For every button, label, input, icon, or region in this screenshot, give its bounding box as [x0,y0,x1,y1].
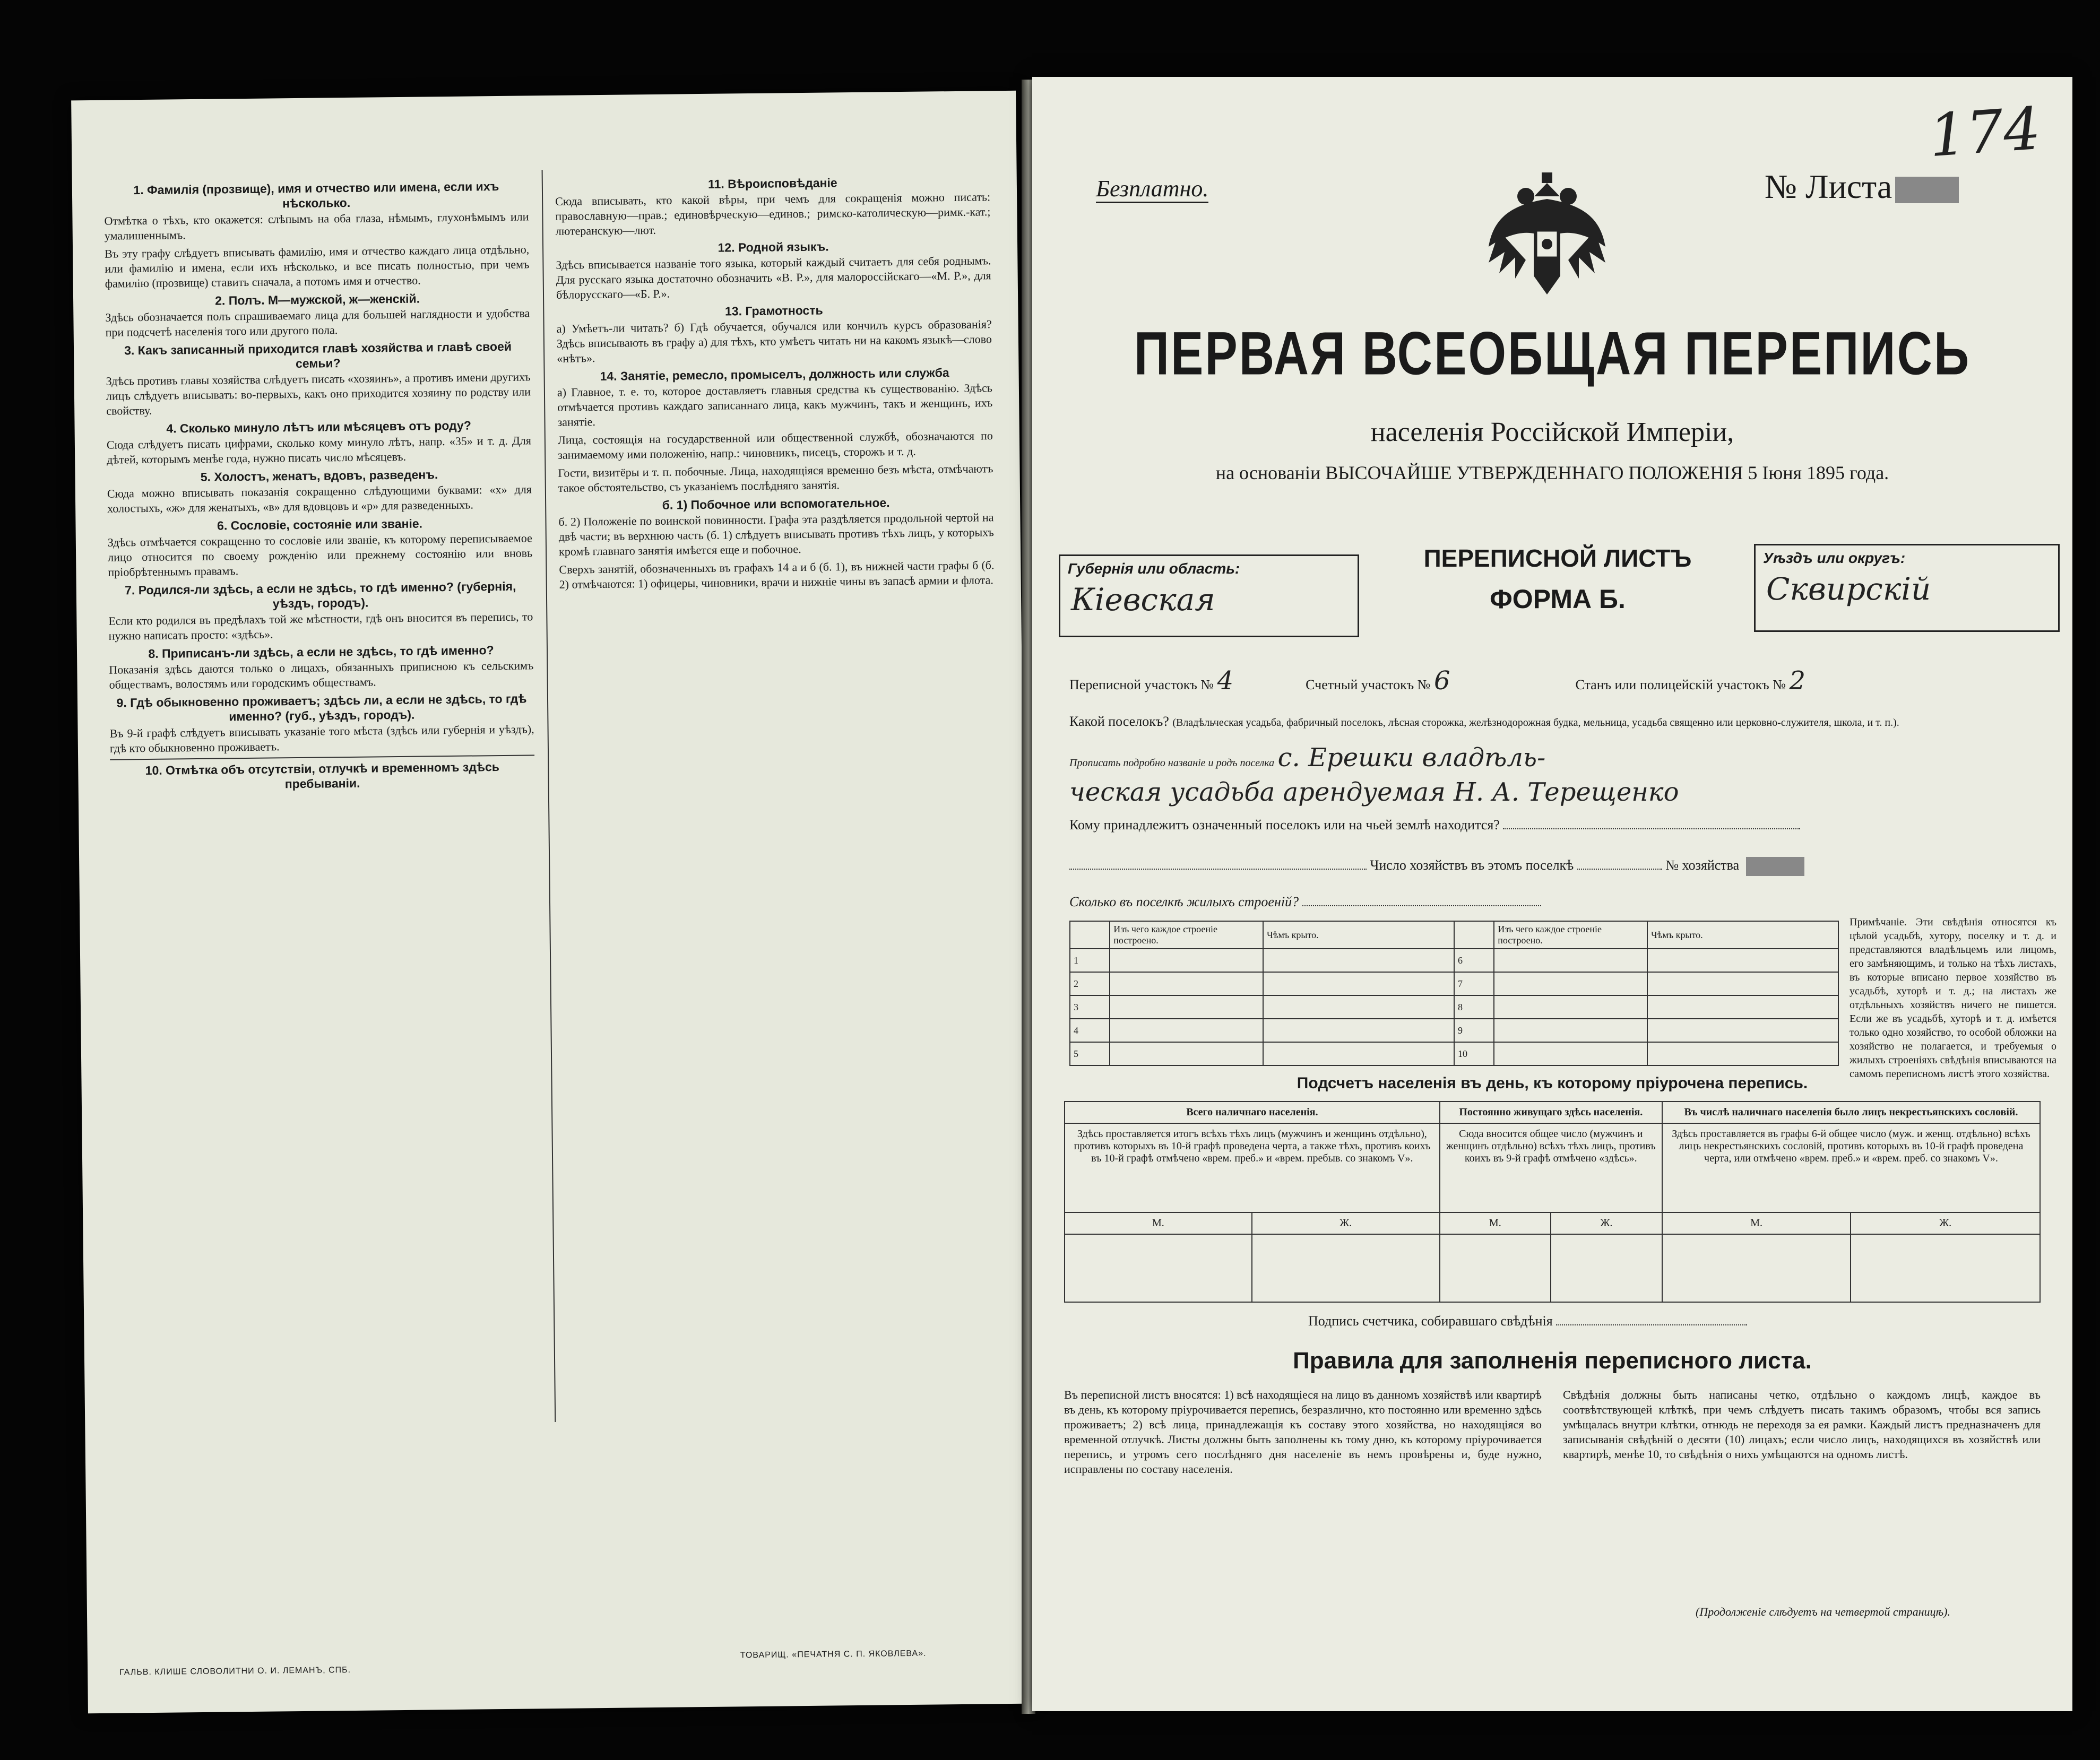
pop-desc-resident: Сюда вносится общее число (мужчинъ и женщинъ отдѣльно) всѣхъ тѣхъ лицъ, противъ коихъ въ 9-й графѣ отмѣчено «здѣсь». [1440,1123,1662,1212]
instruction-body: Здѣсь обозначается полъ спрашиваемаго лица для большей наглядности и удобства при подсчетѣ населенія того или другого пола. [105,306,530,339]
instruction-section [555,174,991,239]
instruction-body: Въ 9-й графѣ слѣдуетъ вписывать указаніе того мѣста (здѣсь или губернія и уѣздъ), гдѣ кто обыкновенно проживаетъ. [109,722,534,755]
instruction-body: Показанія здѣсь даются только о лицахъ, обязанныхъ приписною къ сельскимъ обществамъ, волостямъ или городскимъ обществамъ. [109,658,534,691]
stan-label: Станъ или полицейскій участокъ № [1575,677,1786,692]
instruction-section [108,578,533,643]
instruction-section [558,461,993,496]
instruction-section [558,494,994,559]
settlement-value-2: ческая усадьба арендуемая Н. А. Терещенко [1069,777,1679,807]
handwritten-sheet-number: 174 [1926,94,2043,170]
continued-note: (Продолженіе слѣдуетъ на четвертой страницѣ). [1696,1605,1950,1618]
column-rule [542,170,556,1422]
table-row: 4 9 [1070,1019,1838,1042]
pop-col-noncrest: Въ числѣ наличнаго населенія было лицъ некрестьянскихъ сословій. [1662,1102,2040,1123]
instruction-heading: 2. Полъ. М—мужской, ж—женскій. [215,291,420,308]
settlement-row-2 [1069,743,1545,773]
buildings-line [1302,905,1541,906]
gubernia-box [1059,554,1359,637]
table-row: 2 7 [1070,972,1838,995]
instruction-body: Если кто родился въ предѣлахъ той же мѣстности, гдѣ онъ вносится въ перепись, то нужно написать просто: «здѣсь». [108,610,533,643]
left-column-1 [104,175,535,794]
pop-col-total: Всего наличнаго населенія. [1065,1102,1440,1123]
table-row: 3 8 [1070,995,1838,1019]
pop-zh-1: Ж. [1252,1212,1440,1234]
instruction-body: а) Главное, т. е. то, которое доставляетъ главныя средства къ существованію. Здѣсь отмѣчается противъ каждаго записаннаго лица, какъ мужчинъ, такъ и женщинъ, ихъ занятіе. [557,381,993,429]
buildings-note: Примѣчаніе. Эти свѣдѣнія относятся къ цѣлой усадьбѣ, хутору, поселку и т. д. и представляются владѣльцемъ или лицомъ, его замѣняющимъ, и только на тѣхъ листахъ, въ которые вписано первое хозяйство въ усадьбѣ, хуторѣ и т. д.; на листахъ же отдѣльныхъ хозяйствъ ничего не пишется. Если же въ усадьбѣ, хуторѣ и т. д. имѣется только одно хозяйство, то особой обложки на хозяйство не полагается, и требуемыя о жилыхъ строеніяхъ свѣдѣнія вписываются на самомъ переписномъ листѣ этого хозяйства. [1850,916,2056,1080]
bldg-col-roof: Чѣмъ крыто. [1263,921,1454,949]
signature-line [1556,1324,1747,1325]
instruction-section [109,691,534,756]
population-heading: Подсчетъ населенія въ день, къ которому пріурочена перепись. [1297,1074,1808,1092]
buildings-label: Сколько въ поселкѣ жилыхъ строеній? [1069,894,1299,909]
instruction-section [559,558,995,592]
instruction-body: Сюда вписывать, кто какой вѣры, при чемъ для сокращенія можно писать: православную—прав.; единовѣрческую—единов.; римско-католическую—римк.-кат.; лютеранскую—лют. [555,190,991,238]
stan-value: 2 [1789,666,1806,696]
instruction-section [107,466,532,516]
population-table [1064,1101,2041,1303]
instruction-body: б. 2) Положеніе по воинской повинности. Графа эта раздѣляется продольной чертой на двѣ части; въ верхнюю часть (б. 1) слѣдуетъ вписывать противъ тѣхъ лицъ, у которыхъ кромѣ главнаго занятія имѣется еще и побочное. [558,510,994,558]
bldg-col-roof-2: Чѣмъ крыто. [1647,921,1838,949]
left-column-2 [555,170,995,595]
sheet-number-box [1895,177,1959,203]
household-no-label: № хозяйства [1665,857,1740,873]
pop-desc-noncrest: Здѣсь проставляется въ графы 6-й общее число (муж. и женщ. отдѣльно) всѣхъ лицъ некрестьянскихъ сословій, противъ которыхъ въ 10-й графѣ проведена черта, или отмѣчено «врем. преб.» и «врем. преб. со знакомъ V». [1662,1123,2040,1212]
districts-row [1069,666,1805,696]
instruction-section [105,290,530,340]
counting-district-value: 6 [1433,666,1450,696]
instruction-heading: 13. Грамотность [724,303,823,318]
instruction-section [556,237,991,302]
signature-row [1308,1313,1747,1329]
instruction-body: Отмѣтка о тѣхъ, кто окажется: слѣпымъ на оба глаза, нѣмымъ, глухонѣмымъ или умалишеннымъ. [104,210,529,242]
document-title: ПЕРВАЯ ВСЕОБЩАЯ ПЕРЕПИСЬ [1134,320,1971,388]
pop-desc-total: Здѣсь проставляется итогъ всѣхъ тѣхъ лицъ (мужчинъ и женщинъ отдѣльно), противъ которыхъ въ 10-й графѣ проведена черта, а также тѣхъ, противъ коихъ въ 10-й графѣ отмѣчено «врем. преб.» и «врем. пребыв. со знакомъ V». [1065,1123,1440,1212]
sheet-number-label: № Листа [1765,167,1959,206]
instruction-body: Здѣсь вписывается названіе того языка, который каждый считаетъ для себя роднымъ. Для русскаго языка достаточно обозначить «В. Р.», для малороссійскаго—«М. Р.», для бѣлорусскаго—«Б. Р.». [556,254,991,301]
instruction-heading: 12. Родной языкъ. [718,239,829,255]
household-no-box [1746,857,1804,876]
instruction-section [558,428,993,463]
settlement-row [1069,714,1899,730]
left-page [71,91,1033,1713]
pop-m-3: М. [1662,1212,1851,1234]
instruction-section [556,301,992,366]
households-line [1577,869,1662,870]
instruction-body: Въ эту графу слѣдуетъ вписывать фамилію, имя и отчество каждаго лица отдѣльно, или фамилію и имена, если ихъ нѣсколько, и все писать полностью, при чемъ фамилію (прозвище) ставить сначала, а потомъ имя и отчество. [105,242,530,290]
instruction-body: Лица, состоящія на государственной или общественной службѣ, обозначаются по занимаемому ими положенію, напр.: чиновникъ, писецъ, сторожъ и т. д. [557,429,993,462]
form-title-1: ПЕРЕПИСНОЙ ЛИСТЪ [1423,544,1692,572]
instruction-heading: 7. Родился-ли здѣсь, а если не здѣсь, то гдѣ именно? (губернія, уѣздъ, городъ). [125,579,516,611]
households-row [1069,857,1804,876]
settlement-label: Какой поселокъ? [1069,714,1169,729]
document-subtitle-2: на основаніи ВЫСОЧАЙШЕ УТВЕРЖДЕННАГО ПОЛОЖЕНІЯ 5 Іюня 1895 года. [1215,462,1889,483]
instruction-heading: 1. Фамилія (прозвище), имя и отчество или имена, если ихъ нѣсколько. [133,179,499,211]
instruction-body: Сюда слѣдуетъ писать цифрами, сколько кому минуло лѣтъ, напр. «35» и т. д. Для дѣтей, которымъ менѣе года, нужно писать число мѣсяцевъ. [106,434,532,466]
uezd-value: Сквирскій [1766,571,1931,607]
bldg-col-material-2: Изъ чего каждое строеніе построено. [1494,921,1647,949]
rules-title: Правила для заполненія переписного листа. [1293,1348,1812,1374]
pop-m-1: М. [1065,1212,1252,1234]
pop-zh-2: Ж. [1551,1212,1662,1234]
document-subtitle: населенія Россійской Имперіи, [1370,417,1734,447]
uezd-box [1754,544,2060,632]
pop-col-resident: Постоянно живущаго здѣсь населенія. [1440,1102,1662,1123]
instruction-body: а) Умѣетъ-ли читать? б) Гдѣ обучается, обучался или кончилъ курсъ образованія? Здѣсь вписывають въ графу а) для тѣхъ, кто умѣетъ читать ни на какомъ языкѣ—слово «нѣтъ». [556,317,992,365]
instruction-heading: 8. Приписанъ-ли здѣсь, а если не здѣсь, то гдѣ именно? [148,643,494,661]
header-fields [1059,523,2056,639]
settlement-hint: (Владѣльческая усадьба, фабричный поселокъ, лѣсная сторожка, желѣзнодорожная будка, мельница, усадьба священно или церковно-служителя, школа, и т. п.). [1172,717,1899,729]
right-page [1032,77,2072,1711]
gubernia-label: Губернія или область: [1068,560,1240,577]
buildings-row [1069,894,1541,910]
settlement-value-1: с. Ерешки владѣль- [1277,743,1546,773]
instruction-body: Сверхъ занятій, обозначенныхъ въ графахъ 14 а и б (б. 1), въ нижней части графы б (б. 2) отмѣчаются: 1) офицеры, чиновники, врачи и нижніе чины въ запасѣ армии и флота. [559,558,995,591]
rules-col-1: Въ переписной листъ вносятся: 1) всѣ находящіеся на лицо въ данномъ хозяйствѣ или квартирѣ въ день, къ которому пріурочивается перепись, безразлично, кто постоянно или временно здѣсь проживаетъ; 2) всѣ лица, принадлежащія къ составу этого хозяйства, но находящіяся во временной отлучкѣ. Листы должны быть заполнены къ тому дню, къ которому пріурочивается перепись, и утромъ сего послѣдняго дня населеніе въ немъ провѣрены и, буде нужно, исправлены по составу населенія. [1064,1388,1542,1476]
households-label: Число хозяйствъ въ этомъ поселкѣ [1370,857,1574,873]
instruction-heading: 3. Какъ записанный приходится главѣ хозяйства и главѣ своей семьи? [124,339,512,371]
instruction-heading: 6. Сословіе, состояніе или званіе. [217,516,423,533]
owner-row [1069,817,1800,833]
bldg-col-material: Изъ чего каждое строеніе построено. [1110,921,1263,949]
instruction-heading: 9. Гдѣ обыкновенно проживаетъ; здѣсь ли, а если не здѣсь, то гдѣ именно? (губ., уѣздъ, городъ). [116,691,527,724]
imprint-right: ТОВАРИЩ. «ПЕЧАТНЯ С. П. ЯКОВЛЕВА». [740,1649,927,1660]
gubernia-value: Кіевская [1071,582,1215,618]
settlement-hint-2: Прописать подробно названіе и родъ поселка [1069,757,1275,769]
instruction-section [557,365,992,430]
instruction-body: Здѣсь противъ главы хозяйства слѣдуетъ писать «хозяинъ», а противъ имени другихъ лицъ слѣдуетъ вписывать: во-первыхъ, какъ оно приходится хозяину по родству или свойству. [106,370,531,418]
buildings-table [1069,921,1839,1066]
instruction-heading-10: 10. Отмѣтка объ отсутствіи, отлучкѣ и временномъ здѣсь пребываніи. [110,755,535,793]
free-label: Безплатно. [1096,175,1208,202]
settlement-row-3 [1069,777,1679,807]
table-row: 1 6 [1070,949,1838,972]
form-title-2: ФОРМА Б. [1490,584,1626,614]
owner-line [1503,828,1800,829]
census-district-value: 4 [1217,666,1234,696]
instruction-section [106,417,531,467]
counting-district-label: Счетный участокъ № [1306,677,1431,692]
instruction-heading: б. 1) Побочное или вспомогательное. [662,496,890,512]
signature-label: Подпись счетчика, собиравшаго свѣдѣнія [1308,1313,1553,1329]
imperial-eagle-icon [1483,167,1611,305]
instruction-heading: 14. Занятіе, ремесло, промыселъ, должность или служба [600,366,949,383]
instruction-body: Гости, визитёры и т. п. побочные. Лица, находящіяся временно безъ мѣста, отмѣчаютъ такое обстоятельство, съ указаніемъ послѣдняго занятія. [558,462,993,495]
instruction-body: Сюда можно вписывать показанія сокращенно слѣдующими буквами: «х» для холостыхъ, «ж» для женатыхъ, «в» для вдовцовъ и «р» для разведенныхъ. [107,482,532,515]
households-line-lead [1069,869,1367,870]
census-district-label: Переписной участокъ № [1069,677,1214,692]
instruction-section [105,242,530,291]
table-row: 5 10 [1070,1042,1838,1065]
instruction-heading: 5. Холостъ, женатъ, вдовъ, разведенъ. [200,467,438,484]
rules-col-2: Свѣдѣнія должны быть написаны четко, отдѣльно о каждомъ лицѣ, каждое въ соотвѣтствующей клѣткѣ, при чемъ слѣдуетъ писать такимъ образомъ, чтобы вся запись умѣщалась внутри клѣтки, отнюдь не переходя за ея рамки. Каждый листъ предназначенъ для записыванія свѣдѣній о десяти (10) лицахъ; если число лицъ, находящихся въ хозяйствѣ или квартирѣ, менѣе 10, то свѣдѣнія о нихъ умѣщаются на одномъ листѣ. [1563,1388,2041,1461]
instruction-body: Здѣсь отмѣчается сокращенно то сословіе или званіе, къ которому переписываемое лицо относится по своему рожденію или прежнему состоянію или вновь пріобрѣтеннымъ правамъ. [107,531,533,579]
pop-zh-3: Ж. [1851,1212,2040,1234]
instruction-section [106,339,531,418]
uezd-label: Уѣздъ или округъ: [1763,550,1906,566]
pop-m-2: М. [1440,1212,1551,1234]
imprint-left: ГАЛЬВ. КЛИШЕ СЛОВОЛИТНИ О. И. ЛЕМАНЪ, СПБ. [119,1666,351,1677]
instruction-section [107,515,532,579]
instruction-section [104,178,529,243]
owner-label: Кому принадлежитъ означенный поселокъ или на чьей землѣ находится? [1069,817,1500,833]
instruction-section [109,642,534,692]
instruction-heading: 11. Вѣроисповѣданіе [707,176,837,191]
instruction-heading: 4. Сколько минуло лѣтъ или мѣсяцевъ отъ роду? [166,418,471,436]
